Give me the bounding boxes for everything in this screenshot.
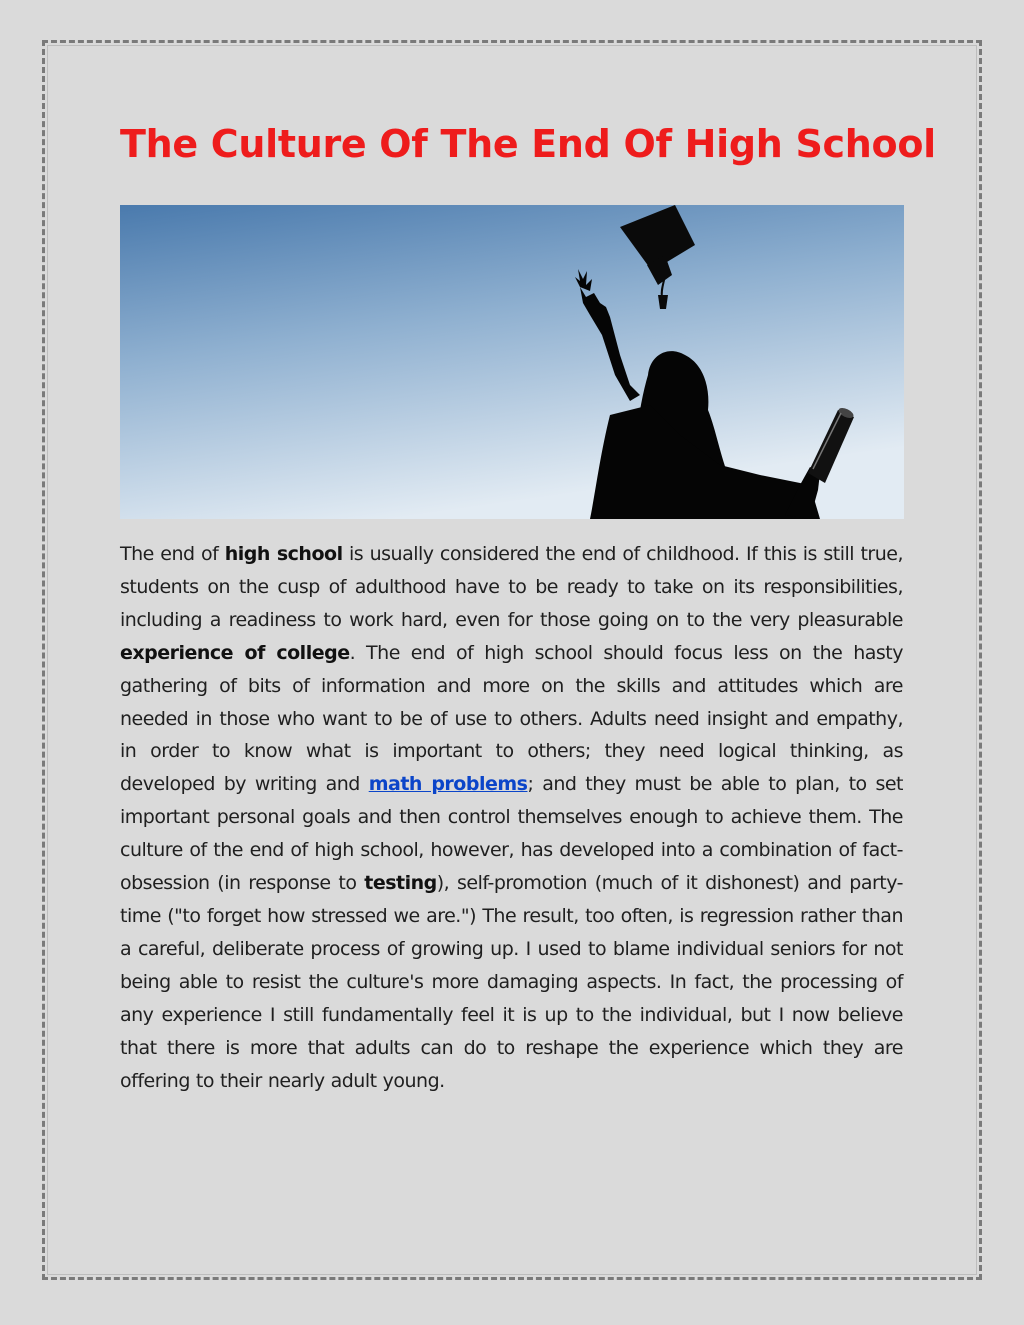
paragraph-text-run: ; and they must be able to plan, to set important personal goals and then control themselves enough to achieve them. The culture of the end of high school, however, has developed into a combination of fact-obsession (in response to: [120, 773, 903, 895]
graduation-image: [120, 205, 904, 519]
graduation-photo: [120, 205, 904, 519]
paragraph-text-run: The end of: [120, 543, 225, 565]
sky-background: [120, 205, 904, 519]
bold-term: high school: [224, 543, 343, 565]
paragraph-text-run: ), self-promotion (much of it dishonest) and party-time ("to forget how stressed we are.") The result, too often, is regression rather than a careful, deliberate process of growing up. I used to blame individual seniors for not being able to resist the culture's more damaging aspects. In fact, the processing of any experience I still fundamentally feel it is up to the individual, but I now believe that there is more that adults can do to reshape the experience which they are offering to their nearly adult young.: [120, 872, 904, 1092]
document-title: The Culture Of The End Of High School: [120, 122, 936, 166]
bold-term: testing: [364, 872, 437, 895]
paragraph-text-run: . The end of high school should focus less on the hasty gathering of bits of information and more on the skills and attitudes which are needed in those who want to be of use to others. Adults need insight and empathy, in order to know what is important to others; they need logical thinking, as developed by writing and: [120, 641, 904, 796]
paragraph-text-run: is usually considered the end of childhood. If this is still true, students on the cusp of adulthood have to be ready to take on its responsibilities, including a readiness to work hard, even for those going on to the very pleasurable: [120, 543, 904, 631]
body-paragraph: [120, 538, 903, 1097]
bold-term: experience of college: [120, 641, 350, 664]
math-problems-link[interactable]: math problems: [368, 773, 528, 796]
